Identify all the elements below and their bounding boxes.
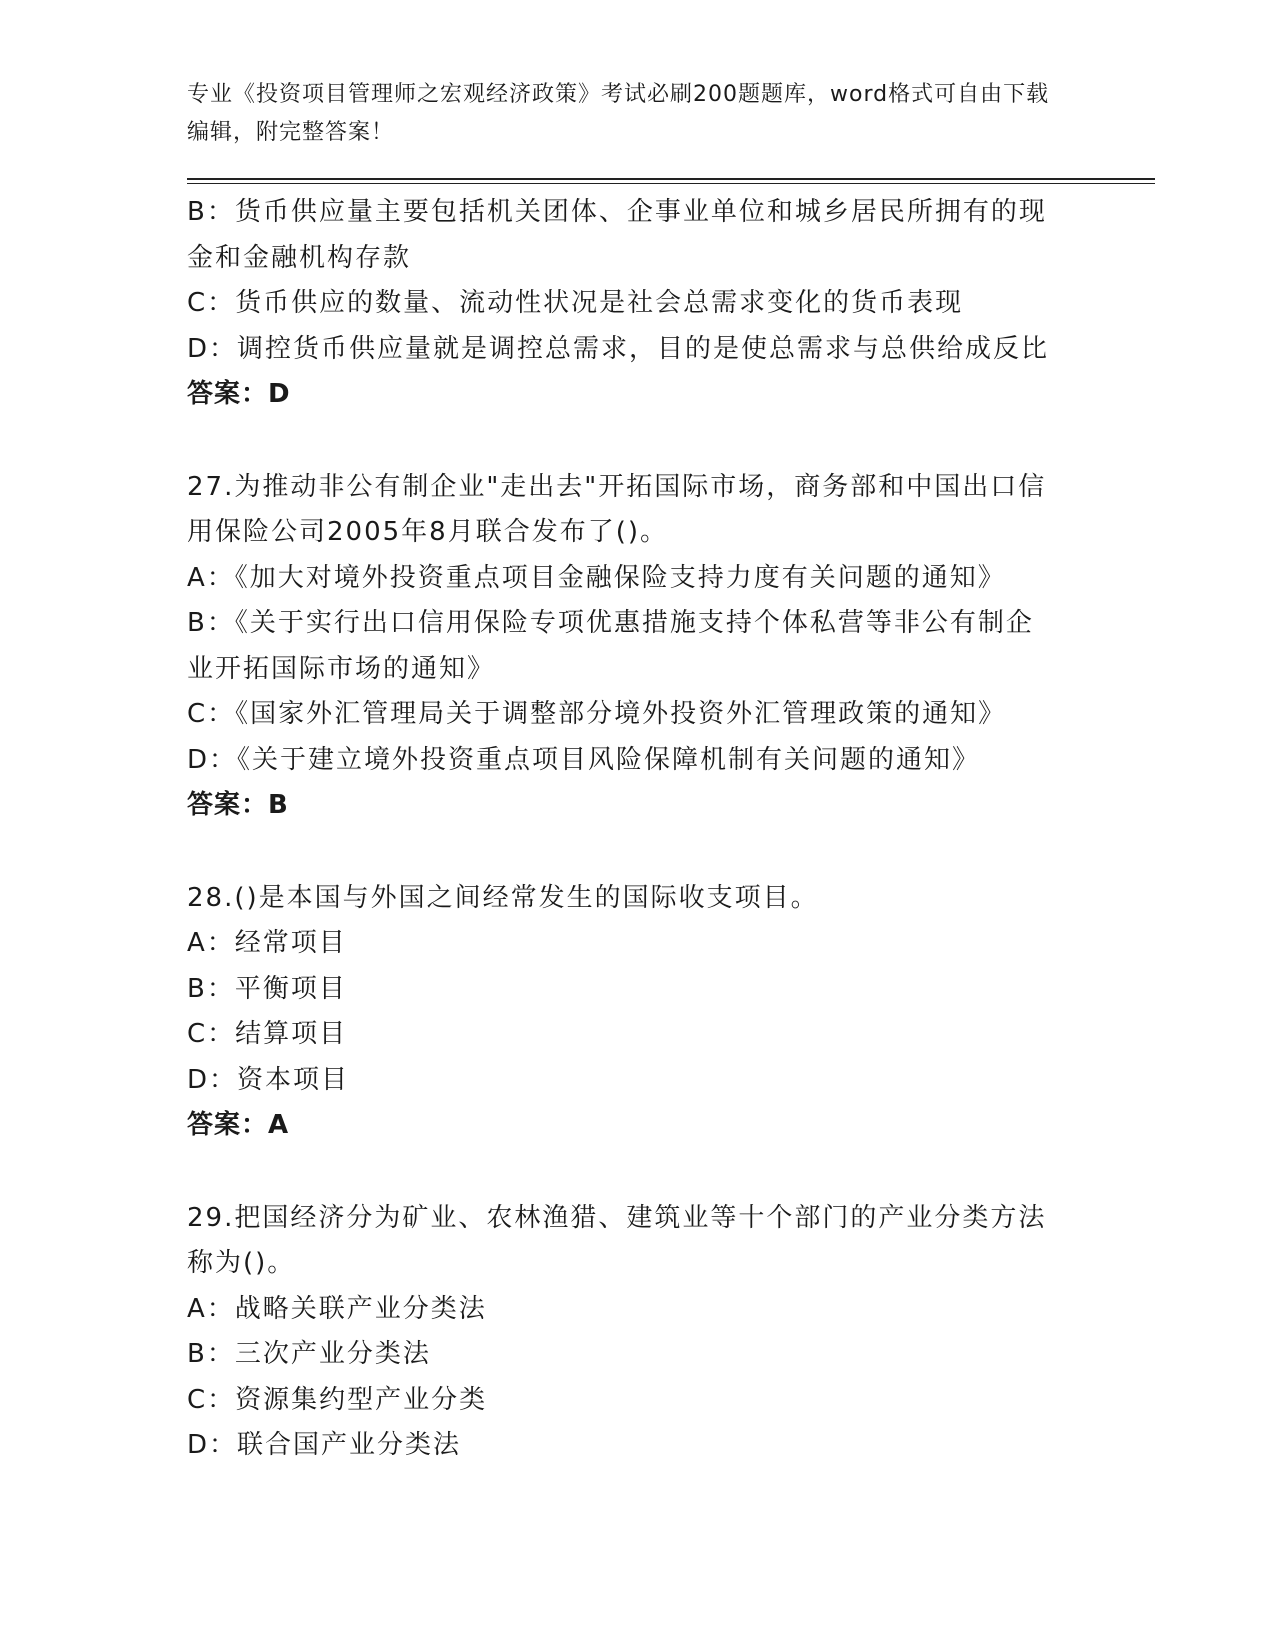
option-c: C：资源集约型产业分类: [187, 1384, 488, 1415]
question-stem-continued: 用保险公司2005年8月联合发布了()。: [187, 517, 668, 547]
option-a: A：经常项目: [187, 928, 347, 958]
option-a: A：《加大对境外投资重点项目金融保险支持力度有关问题的通知》: [187, 562, 1006, 593]
question-28: [187, 876, 1087, 1149]
option-b: B：三次产业分类法: [187, 1339, 431, 1369]
option-a: A：战略关联产业分类法: [187, 1293, 487, 1324]
option-b: B：货币供应量主要包括机关团体、企事业单位和城乡居民所拥有的现: [187, 197, 1047, 227]
option-d: D：联合国产业分类法: [187, 1430, 462, 1460]
option-b-continued: 业开拓国际市场的通知》: [187, 653, 496, 684]
answer: 答案：B: [187, 790, 289, 820]
option-b-continued: 金和金融机构存款: [187, 242, 412, 273]
option-d: D：资本项目: [187, 1064, 350, 1095]
question-29: [187, 1196, 1087, 1469]
question-stem-continued: 称为()。: [187, 1248, 296, 1278]
option-c: C：货币供应的数量、流动性状况是社会总需求变化的货币表现: [187, 288, 964, 318]
option-c: C：结算项目: [187, 1019, 348, 1049]
option-d: D：《关于建立境外投资重点项目风险保障机制有关问题的通知》: [187, 744, 981, 775]
question-list: [187, 190, 1087, 1469]
question-26-continued: [187, 190, 1087, 418]
option-c: C：《国家外汇管理局关于调整部分境外投资外汇管理政策的通知》: [187, 699, 1007, 729]
document-header: 专业《投资项目管理师之宏观经济政策》考试必刷200题题库，word格式可自由下载编辑，附完整答案！: [187, 82, 1050, 145]
option-b: B：平衡项目: [187, 973, 347, 1004]
question-stem: 28.()是本国与外国之间经常发生的国际收支项目。: [187, 882, 819, 913]
answer: 答案：D: [187, 379, 291, 409]
question-stem: 29.把国经济分为矿业、农林渔猎、建筑业等十个部门的产业分类方法: [187, 1202, 1047, 1233]
header-divider-thick: [187, 178, 1155, 180]
option-d: D：调控货币供应量就是调控总需求，目的是使总需求与总供给成反比: [187, 333, 1050, 364]
option-b: B：《关于实行出口信用保险专项优惠措施支持个体私营等非公有制企: [187, 608, 1034, 638]
answer: 答案：A: [187, 1110, 290, 1140]
question-27: [187, 465, 1087, 829]
question-stem: 27.为推动非公有制企业"走出去"开拓国际市场，商务部和中国出口信: [187, 471, 1047, 502]
header-divider-thin: [187, 183, 1155, 184]
